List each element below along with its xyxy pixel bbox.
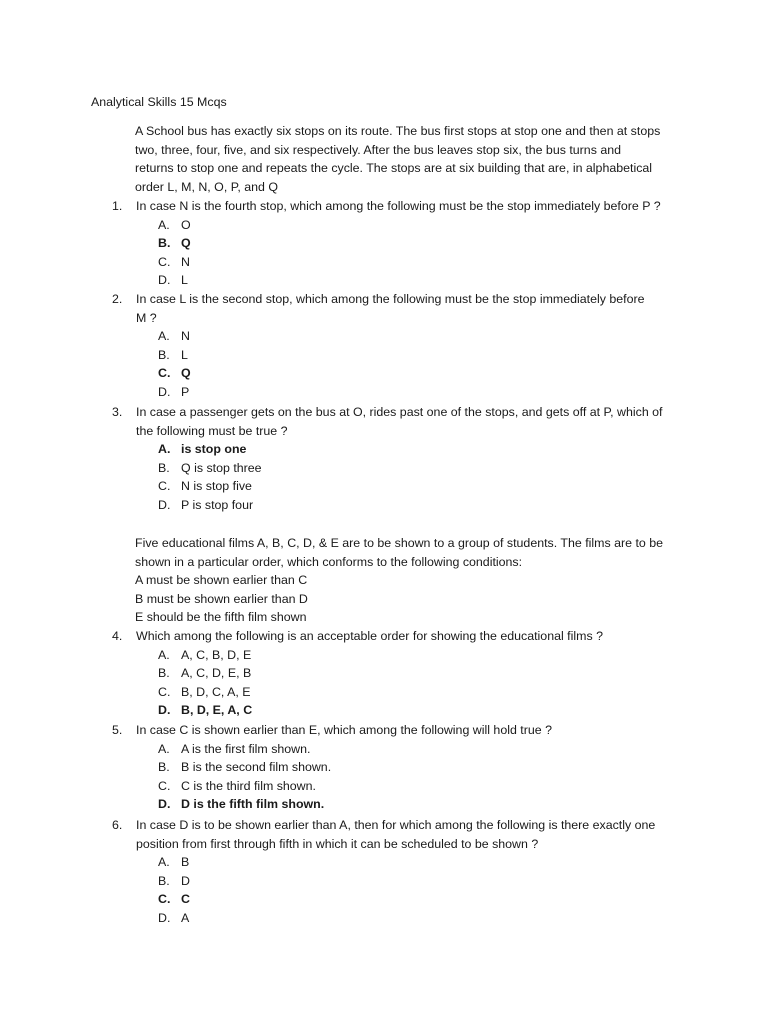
passage-line: Five educational films A, B, C, D, & E are to be shown to a group of students. The films are to be: [135, 536, 664, 550]
passage-line: B must be shown earlier than D: [135, 591, 308, 606]
option-b: B. Q is stop three: [158, 460, 262, 475]
option-b: B. L: [158, 347, 188, 362]
passage-line: order L, M, N, O, P, and Q: [135, 179, 279, 194]
passage-bus-stops: [135, 122, 683, 196]
options-list: [158, 740, 692, 814]
question-number: 6.: [112, 818, 123, 832]
options-list: [158, 853, 692, 927]
option-d: D. L: [158, 273, 188, 288]
option-d: D. P is stop four: [158, 497, 254, 512]
option-d: D. B, D, E, A, C: [158, 703, 253, 718]
passage-line: two, three, four, five, and six respectively. After the bus leaves stop six, the bus turns and: [135, 142, 622, 157]
question-number: 5.: [112, 723, 123, 737]
question-number: 3.: [112, 405, 123, 419]
question-text: the following must be true ?: [136, 423, 288, 438]
passage-line: shown in a particular order, which conforms to the following conditions:: [135, 554, 523, 569]
question-text: In case L is the second stop, which among the following must be the stop immediately before: [136, 292, 645, 306]
question-text: In case N is the fourth stop, which among the following must be the stop immediately before P ?: [136, 199, 661, 213]
options-list: [158, 646, 692, 720]
question-number: 1.: [112, 199, 123, 213]
question-3: [112, 403, 692, 515]
question-5: [112, 721, 692, 814]
option-d: D. D is the fifth film shown.: [158, 797, 325, 812]
options-list: [158, 440, 692, 514]
question-number: 4.: [112, 629, 123, 643]
option-c: C. C is the third film shown.: [158, 778, 316, 793]
option-b: B. D: [158, 873, 190, 888]
option-c: C. N: [158, 254, 190, 269]
document-title: Analytical Skills 15 Mcqs: [91, 95, 227, 109]
passage-films: [135, 534, 683, 627]
options-list: [158, 216, 692, 290]
question-text: M ?: [136, 310, 157, 325]
option-b: B. A, C, D, E, B: [158, 666, 252, 681]
question-text: In case C is shown earlier than E, which among the following will hold true ?: [136, 723, 552, 737]
question-6: [112, 816, 692, 928]
question-1: [112, 197, 692, 290]
question-text: In case D is to be shown earlier than A, then for which among the following is there exactly one: [136, 818, 656, 832]
option-d: D. P: [158, 384, 190, 399]
options-list: [158, 327, 692, 401]
option-b: B. B is the second film shown.: [158, 760, 332, 775]
question-number: 2.: [112, 292, 123, 306]
option-a: A. N: [158, 329, 190, 344]
passage-line: A must be shown earlier than C: [135, 573, 308, 588]
option-c: C. N is stop five: [158, 479, 252, 494]
option-d: D. A: [158, 910, 190, 925]
question-4: [112, 627, 692, 720]
question-text: Which among the following is an acceptable order for showing the educational films ?: [136, 629, 603, 643]
option-a: A. A is the first film shown.: [158, 741, 311, 756]
option-c: C. C: [158, 892, 190, 907]
option-a: A. B: [158, 855, 190, 870]
option-c: C. Q: [158, 366, 191, 381]
option-c: C. B, D, C, A, E: [158, 684, 251, 699]
passage-line: A School bus has exactly six stops on its route. The bus first stops at stop one and then at stops: [135, 124, 661, 138]
option-a: A. is stop one: [158, 442, 247, 457]
passage-line: E should be the fifth film shown: [135, 610, 307, 625]
question-text: position from first through fifth in which it can be scheduled to be shown ?: [136, 836, 539, 851]
question-2: [112, 290, 692, 402]
option-a: A. O: [158, 217, 191, 232]
question-text: In case a passenger gets on the bus at O, rides past one of the stops, and gets off at P, which of: [136, 405, 663, 419]
passage-line: returns to stop one and repeats the cycle. The stops are at six building that are, in alphabetical: [135, 161, 653, 176]
option-a: A. A, C, B, D, E: [158, 647, 252, 662]
option-b: B. Q: [158, 236, 191, 251]
